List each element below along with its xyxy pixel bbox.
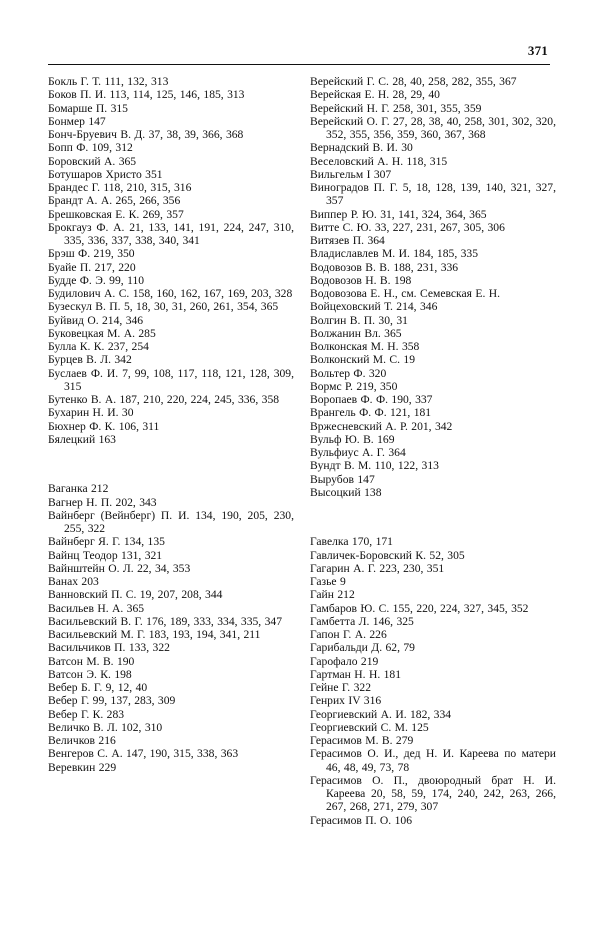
index-entry: Герасимов П. О. 106 (310, 813, 412, 827)
index-entry: Вольтер Ф. 320 (310, 366, 387, 380)
index-entry: Бомарше П. 315 (48, 101, 128, 115)
index-entry: Бокль Г. Т. 111, 132, 313 (48, 75, 169, 88)
index-entry: Гапон Г. А. 226 (310, 628, 387, 642)
index-entry: Гамбетта Л. 146, 325 (310, 614, 414, 628)
index-entry: Герасимов М. В. 279 (310, 734, 414, 748)
index-entry: Врангель Ф. Ф. 121, 181 (310, 406, 432, 420)
index-entry: Бонч-Бруевич В. Д. 37, 38, 39, 366, 368 (48, 128, 244, 141)
index-entry: Будде Ф. Э. 99, 110 (48, 273, 145, 287)
index-entry: Гайн 212 (310, 588, 355, 602)
index-entry: Буйвид О. 214, 346 (48, 313, 144, 327)
section-gap (310, 511, 556, 524)
index-entry: Брандес Г. 118, 210, 315, 316 (48, 181, 192, 194)
index-entry: Георгиевский А. И. 182, 334 (310, 707, 452, 721)
index-entry: Будилович А. С. 158, 160, 162, 167, 169, 203, 328 (48, 287, 293, 300)
index-entry: Виппер Р. Ю. 31, 141, 324, 364, 365 (310, 207, 487, 221)
index-entry: Ватсон Э. К. 198 (48, 667, 132, 681)
index-entry: Бюхнер Ф. К. 106, 311 (48, 419, 160, 433)
index-entry: Водовозов Н. В. 198 (310, 273, 412, 287)
index-entry: Верейский Н. Г. 258, 301, 355, 359 (310, 101, 482, 115)
index-entry: Брэш Ф. 219, 350 (48, 247, 135, 261)
index-entry: Верейский Г. С. 28, 40, 258, 282, 355, 367 (310, 75, 517, 88)
index-entry: Ванах 203 (48, 575, 99, 589)
index-entry: Брандт А. А. 265, 266, 356 (48, 194, 181, 208)
index-entry: Витте С. Ю. 33, 227, 231, 267, 305, 306 (310, 220, 505, 234)
index-entry: Бухарин Н. И. 30 (48, 406, 134, 420)
index-entry: Ванновский П. С. 19, 207, 208, 344 (48, 588, 223, 602)
index-entry: Герасимов О. П., двоюродный брат Н. И. Кареева 20, 58, 59, 174, 240, 242, 263, 266, 267, 268, 271, 279, 307 (310, 773, 556, 814)
index-entry: Гавелка 170, 171 (310, 535, 393, 549)
index-column-right (310, 75, 556, 827)
index-entry: Гамбаров Ю. С. 155, 220, 224, 327, 345, 352 (310, 601, 529, 615)
index-entry: Ваганка 212 (48, 482, 109, 496)
index-entry: Витязев П. 364 (310, 234, 385, 247)
index-entry: Генрих IV 316 (310, 694, 382, 708)
index-entry: Ботушаров Христо 351 (48, 167, 163, 181)
index-entry: Гавличек-Боровский К. 52, 305 (310, 548, 465, 562)
index-entry: Васильчиков П. 133, 322 (48, 641, 170, 655)
index-entry: Веселовский А. Н. 118, 315 (310, 154, 448, 168)
index-entry: Буайе П. 217, 220 (48, 260, 136, 274)
index-entry: Гейне Г. 322 (310, 681, 371, 695)
index-entry: Вржесневский А. Р. 201, 342 (310, 419, 453, 433)
page-number: 371 (527, 43, 548, 58)
index-entry: Буковецкая М. А. 285 (48, 326, 156, 340)
index-entry: Буслаев Ф. И. 7, 99, 108, 117, 118, 121, 128, 309, 315 (48, 366, 294, 393)
index-entry: Бузескул В. П. 5, 18, 30, 31, 260, 261, 354, 365 (48, 300, 279, 314)
index-entry: Вайнберг Я. Г. 134, 135 (48, 535, 165, 549)
header-rule (48, 64, 550, 65)
index-entry: Волгин В. П. 30, 31 (310, 313, 408, 327)
index-entry: Волконская М. Н. 358 (310, 340, 420, 353)
index-entry: Боков П. И. 113, 114, 125, 146, 185, 313 (48, 88, 245, 102)
index-entry: Вырубов 147 (310, 472, 375, 486)
index-entry: Водовозов В. В. 188, 231, 336 (310, 260, 459, 274)
index-entry: Войцеховский Т. 214, 346 (310, 300, 438, 314)
index-entry: Волжанин Вл. 365 (310, 326, 402, 340)
index-entry: Волконский М. С. 19 (310, 353, 416, 367)
index-entry: Вульфиус А. Г. 364 (310, 446, 406, 459)
index-entry: Герасимов О. И., дед Н. И. Кареева по матери 46, 48, 49, 73, 78 (310, 747, 556, 774)
index-entry: Васильевский В. Г. 176, 189, 333, 334, 335, 347 (48, 614, 282, 628)
index-entry: Гарофало 219 (310, 654, 379, 668)
index-entry: Вайнштейн О. Л. 22, 34, 353 (48, 561, 191, 575)
index-entry: Владиславлев М. И. 184, 185, 335 (310, 247, 479, 261)
index-entry: Веревкин 229 (48, 760, 117, 774)
section-gap (48, 458, 294, 471)
index-entry: Вебер Б. Г. 9, 12, 40 (48, 681, 148, 695)
index-entry: Вульф Ю. В. 169 (310, 432, 395, 446)
index-entry: Вебер Г. К. 283 (48, 707, 125, 721)
index-entry: Вундт В. М. 110, 122, 313 (310, 459, 439, 473)
index-entry: Венгеров С. А. 147, 190, 315, 338, 363 (48, 747, 239, 761)
index-entry: Бялецкий 163 (48, 432, 116, 446)
index-entry: Вагнер Н. П. 202, 343 (48, 495, 157, 509)
index-entry: Верейский О. Г. 27, 28, 38, 40, 258, 301, 302, 320, 352, 355, 356, 359, 360, 367, 368 (310, 114, 556, 141)
index-entry: Гарибальди Д. 62, 79 (310, 641, 415, 655)
index-entry: Вормс Р. 219, 350 (310, 379, 398, 393)
index-entry: Величко В. Л. 102, 310 (48, 720, 163, 734)
index-entry: Величков 216 (48, 734, 116, 748)
index-entry: Боровский А. 365 (48, 154, 137, 168)
index-entry: Газье 9 (310, 575, 346, 589)
index-entry: Бурцев В. Л. 342 (48, 353, 132, 367)
index-entry: Бутенко В. А. 187, 210, 220, 224, 245, 336, 358 (48, 393, 280, 406)
index-entry: Высоцкий 138 (310, 485, 382, 499)
index-entry: Вильгельм I 307 (310, 167, 392, 181)
index-entry: Гартман Н. Н. 181 (310, 667, 402, 681)
index-entry: Брокгауз Ф. А. 21, 133, 141, 191, 224, 247, 310, 335, 336, 337, 338, 340, 341 (48, 220, 294, 247)
index-entry: Бонмер 147 (48, 114, 106, 128)
index-entry: Вебер Г. 99, 137, 283, 309 (48, 694, 176, 708)
index-entry: Виноградов П. Г. 5, 18, 128, 139, 140, 321, 327, 357 (310, 181, 556, 208)
index-entry: Васильевский М. Г. 183, 193, 194, 341, 211 (48, 628, 261, 642)
index-entry: Водовозова Е. Н., см. Семевская Е. Н. (310, 287, 501, 300)
index-entry: Верейская Е. Н. 28, 29, 40 (310, 88, 440, 102)
index-column-left (48, 75, 294, 774)
index-entry: Булла К. К. 237, 254 (48, 340, 149, 353)
index-entry: Георгиевский С. М. 125 (310, 720, 429, 734)
index-entry: Гагарин А. Г. 223, 230, 351 (310, 561, 445, 575)
index-entry: Васильев Н. А. 365 (48, 601, 145, 615)
index-entry: Бопп Ф. 109, 312 (48, 141, 133, 155)
index-entry: Ватсон М. В. 190 (48, 654, 135, 668)
index-entry: Вайнц Теодор 131, 321 (48, 548, 163, 562)
index-entry: Вернадский В. И. 30 (310, 141, 413, 155)
index-entry: Воропаев Ф. Ф. 190, 337 (310, 393, 433, 406)
index-entry: Брешковская Е. К. 269, 357 (48, 207, 184, 221)
index-entry: Вайнберг (Вейнберг) П. И. 134, 190, 205, 230, 255, 322 (48, 508, 294, 536)
